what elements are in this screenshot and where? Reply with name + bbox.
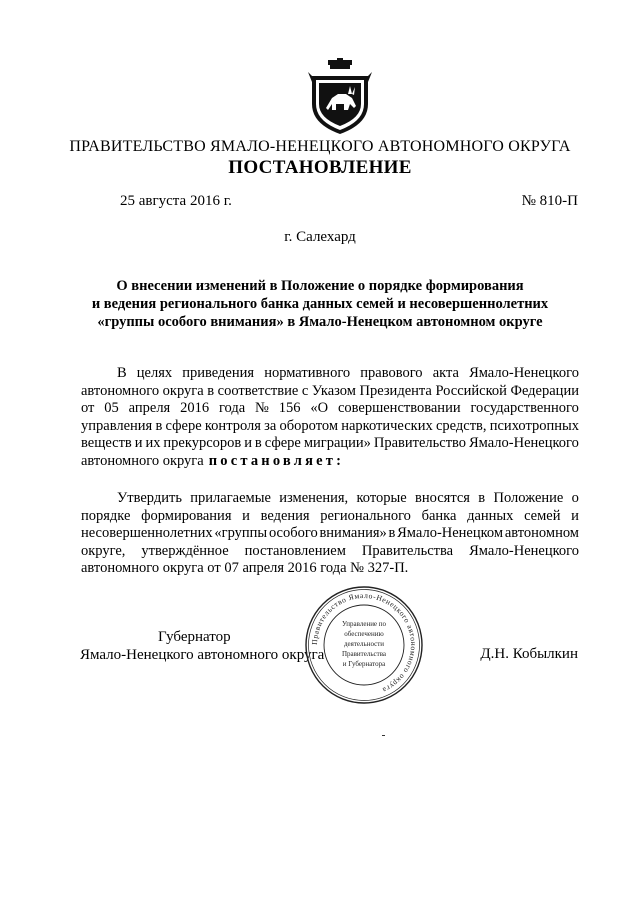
paragraph-line: [81, 400, 579, 418]
word: несовершеннолетних: [81, 525, 213, 541]
word: государственного: [470, 400, 579, 416]
word: и: [244, 435, 252, 451]
word: с: [301, 382, 309, 399]
document-title-line: «группы особого внимания» в Ямало-Ненецком автономном округе: [97, 314, 543, 330]
word: психотропных: [489, 417, 579, 434]
word: прекурсоров: [163, 435, 242, 451]
word: особого: [268, 525, 318, 541]
official-stamp: [303, 584, 425, 706]
signer-position: Губернатор: [158, 629, 231, 645]
word: соответствие: [217, 382, 299, 399]
document-type-heading: ПОСТАНОВЛЕНИЕ: [228, 157, 412, 178]
word: сфере: [264, 435, 301, 451]
paragraph-line: [81, 365, 579, 383]
word: вносятся: [415, 490, 470, 506]
government-name: ПРАВИТЕЛЬСТВО ЯМАЛО-НЕНЕЦКОГО АВТОНОМНОГО ОКРУГА: [69, 138, 571, 155]
word: в: [388, 525, 396, 541]
paragraph-line: [81, 435, 579, 453]
word: В: [117, 365, 127, 381]
word: округа: [162, 382, 204, 399]
document-title: [80, 277, 560, 331]
word: Ямало-Ненецкого: [469, 435, 579, 451]
word: правового: [360, 365, 423, 381]
word: приведения: [182, 365, 255, 381]
word: постановлением: [244, 542, 346, 559]
word: о: [571, 490, 579, 506]
paragraph-line: [81, 508, 579, 526]
paragraph-line: [81, 543, 579, 561]
word: года: [218, 400, 246, 416]
document-title-line: и ведения регионального банка данных семей и несовершеннолетних: [91, 296, 549, 312]
word: Ямало-Ненецком: [397, 525, 504, 541]
ink-speck: [382, 735, 385, 736]
word: прилагаемые: [190, 490, 271, 506]
word: акта: [432, 365, 459, 381]
word: миграции»: [303, 435, 371, 451]
word: апреля: [128, 400, 171, 416]
word: банка: [421, 507, 457, 524]
word: 2016: [180, 400, 210, 416]
word: в: [478, 490, 486, 506]
word: Указом: [311, 382, 356, 399]
document-number: № 810-П: [521, 193, 578, 209]
paragraph-line: [81, 418, 579, 436]
word: средств,: [435, 417, 487, 434]
paragraph-line: [81, 490, 579, 508]
word: Российской: [435, 382, 507, 399]
word: Президента: [359, 382, 432, 399]
word: утверждённое: [141, 542, 229, 559]
word: 156: [278, 400, 301, 416]
stamp-inner-line: и Губернатора: [342, 660, 386, 668]
paragraph-line: [81, 453, 579, 471]
word: автономного: [81, 382, 160, 399]
word: Ямало-Ненецкого: [469, 365, 579, 381]
word: и: [571, 507, 579, 524]
stamp-inner-line: Управление по: [341, 620, 387, 628]
word: №: [255, 400, 269, 416]
word: в: [207, 382, 215, 399]
word: Правительство: [373, 435, 467, 451]
coat-of-arms-icon: [308, 58, 372, 136]
word: Правительства: [361, 542, 454, 559]
signer-title: [80, 628, 324, 664]
preamble-paragraph: [81, 365, 579, 470]
stamp-ring-text: Правительство Ямало-Ненецкого автономного округа: [309, 590, 419, 695]
word: управления: [81, 417, 153, 434]
word: совершенствовании: [337, 400, 461, 416]
paragraph-text: автономного округа: [81, 452, 204, 469]
word: автономном: [504, 525, 579, 541]
word: «О: [310, 400, 329, 416]
paragraph-line: [81, 560, 579, 578]
word: веществ: [81, 435, 132, 451]
paragraph-line: [81, 525, 579, 543]
word: контроля: [204, 417, 261, 434]
word: ведения: [260, 507, 310, 524]
paragraph-line: [81, 383, 579, 401]
word: Федерации: [510, 382, 579, 399]
stamp-inner-line: деятельности: [343, 640, 385, 648]
word: формирования: [141, 507, 232, 524]
word: 05: [104, 400, 119, 416]
paragraph-text: автономного округа от 07 апреля 2016 года № 327-П.: [81, 560, 409, 576]
word: Ямало-Ненецкого: [469, 542, 579, 559]
word: регионального: [320, 507, 411, 524]
signer-name: Д.Н. Кобылкин: [480, 646, 578, 662]
word: наркотических: [341, 417, 433, 434]
word: в: [155, 417, 163, 434]
word: оборотом: [279, 417, 339, 434]
word: за: [264, 417, 277, 434]
resolution-paragraph: [81, 490, 579, 578]
stamp-inner-line: Правительства: [341, 650, 387, 658]
word: округе,: [81, 542, 126, 559]
word: и: [242, 507, 250, 524]
word: Положение: [493, 490, 564, 506]
document-title-line: О внесении изменений в Положение о порядке формирования: [116, 278, 524, 294]
word: «группы: [214, 525, 268, 541]
word: их: [145, 435, 161, 451]
resolution-keyword: постановляет:: [208, 452, 345, 469]
word: которые: [356, 490, 407, 506]
word: семей: [524, 507, 561, 524]
document-date: 25 августа 2016 г.: [120, 193, 232, 209]
word: изменения,: [279, 490, 349, 506]
word: в: [254, 435, 262, 451]
word: и: [134, 435, 143, 451]
stamp-inner-line: обеспечению: [344, 630, 384, 638]
word: данных: [467, 507, 514, 524]
word: целях: [136, 365, 173, 381]
signer-organization: Ямало-Ненецкого автономного округа: [80, 647, 325, 663]
word: сфере: [165, 417, 202, 434]
word: внимания»: [319, 525, 387, 541]
document-city: г. Салехард: [284, 229, 356, 245]
word: нормативного: [264, 365, 351, 381]
word: порядке: [81, 507, 131, 524]
word: от: [81, 400, 95, 416]
word: Утвердить: [117, 490, 182, 506]
